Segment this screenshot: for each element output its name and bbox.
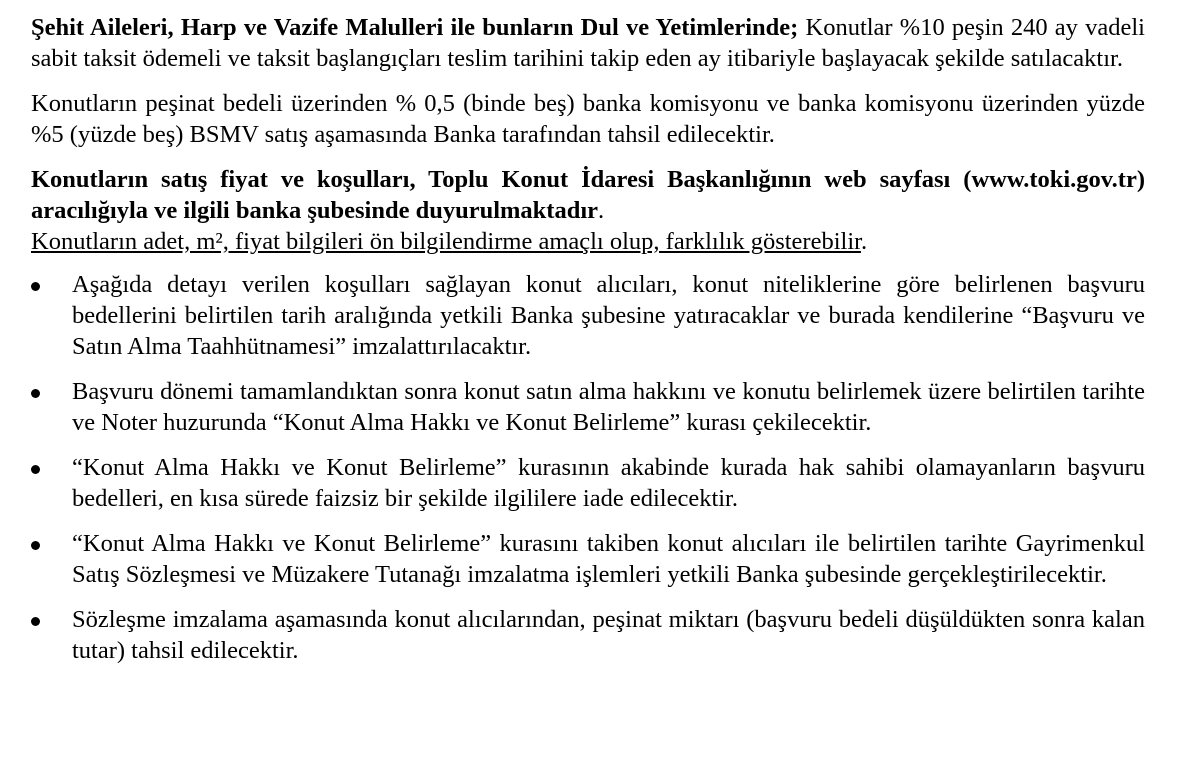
bullet-icon <box>31 389 40 398</box>
list-item-text: Sözleşme imzalama aşamasında konut alıcılarından, peşinat miktarı (başvuru bedeli düşüldükten sonra kalan tutar) tahsil edilecektir. <box>72 606 1145 664</box>
sales-conditions-period: . <box>598 197 605 224</box>
sales-conditions-paragraph <box>31 164 1145 257</box>
sales-conditions-notice: Konutların satış fiyat ve koşulları, Toplu Konut İdaresi Başkanlığının web sayfası (www.toki.gov.tr) aracılığıyla ve ilgili banka şubesinde duyurulmaktadır <box>31 166 1145 224</box>
disclaimer-text: Konutların adet, m², fiyat bilgileri ön bilgilendirme amaçlı olup, farklılık gösterebilir <box>31 228 861 255</box>
bullet-icon <box>31 541 40 550</box>
list-item <box>31 376 1145 438</box>
list-item <box>31 452 1145 514</box>
list-item-text: “Konut Alma Hakkı ve Konut Belirleme” kurasını takiben konut alıcıları ile belirtilen tarihte Gayrimenkul Satış Sözleşmesi ve Müzakere Tutanağı imzalatma işlemleri yetkili Banka şubesinde gerçekleştirilecektir. <box>72 530 1145 588</box>
list-item <box>31 604 1145 666</box>
bullet-icon <box>31 282 40 291</box>
martyr-families-text: Konutlar %10 peşin 240 ay vadeli sabit taksit ödemeli ve taksit başlangıçları teslim tarihini takip eden ay itibariyle başlayacak şekilde satılacaktır. <box>31 14 1145 72</box>
martyr-families-paragraph <box>31 12 1145 74</box>
disclaimer-period: . <box>860 228 868 255</box>
list-item <box>31 269 1145 362</box>
bank-commission-paragraph: Konutların peşinat bedeli üzerinden % 0,5 (binde beş) banka komisyonu ve banka komisyonu üzerinden yüzde %5 (yüzde beş) BSMV satış aşamasında Banka tarafından tahsil edilecektir. <box>31 90 1145 148</box>
list-item-text: Başvuru dönemi tamamlandıktan sonra konut satın alma hakkını ve konutu belirlemek üzere belirtilen tarihte ve Noter huzurunda “Konut Alma Hakkı ve Konut Belirleme” kurası çekilecektir. <box>72 378 1145 436</box>
bullet-icon <box>31 465 40 474</box>
list-item <box>31 528 1145 590</box>
list-item-text: Aşağıda detayı verilen koşulları sağlayan konut alıcıları, konut niteliklerine göre belirlenen başvuru bedellerini belirtilen tarih aralığında yetkili Banka şubesine yatıracaklar ve burada kendilerine “Başvuru ve Satın Alma Taahhütnamesi” imzalattırılacaktır. <box>72 271 1145 360</box>
list-item-text: “Konut Alma Hakkı ve Konut Belirleme” kurasının akabinde kurada hak sahibi olamayanların başvuru bedelleri, en kısa sürede faizsiz bir şekilde ilgililere iade edilecektir. <box>72 454 1145 512</box>
procedure-bullet-list <box>31 269 1145 666</box>
martyr-families-heading: Şehit Aileleri, Harp ve Vazife Malulleri ile bunların Dul ve Yetimlerinde; <box>31 14 799 41</box>
bullet-icon <box>31 617 40 626</box>
